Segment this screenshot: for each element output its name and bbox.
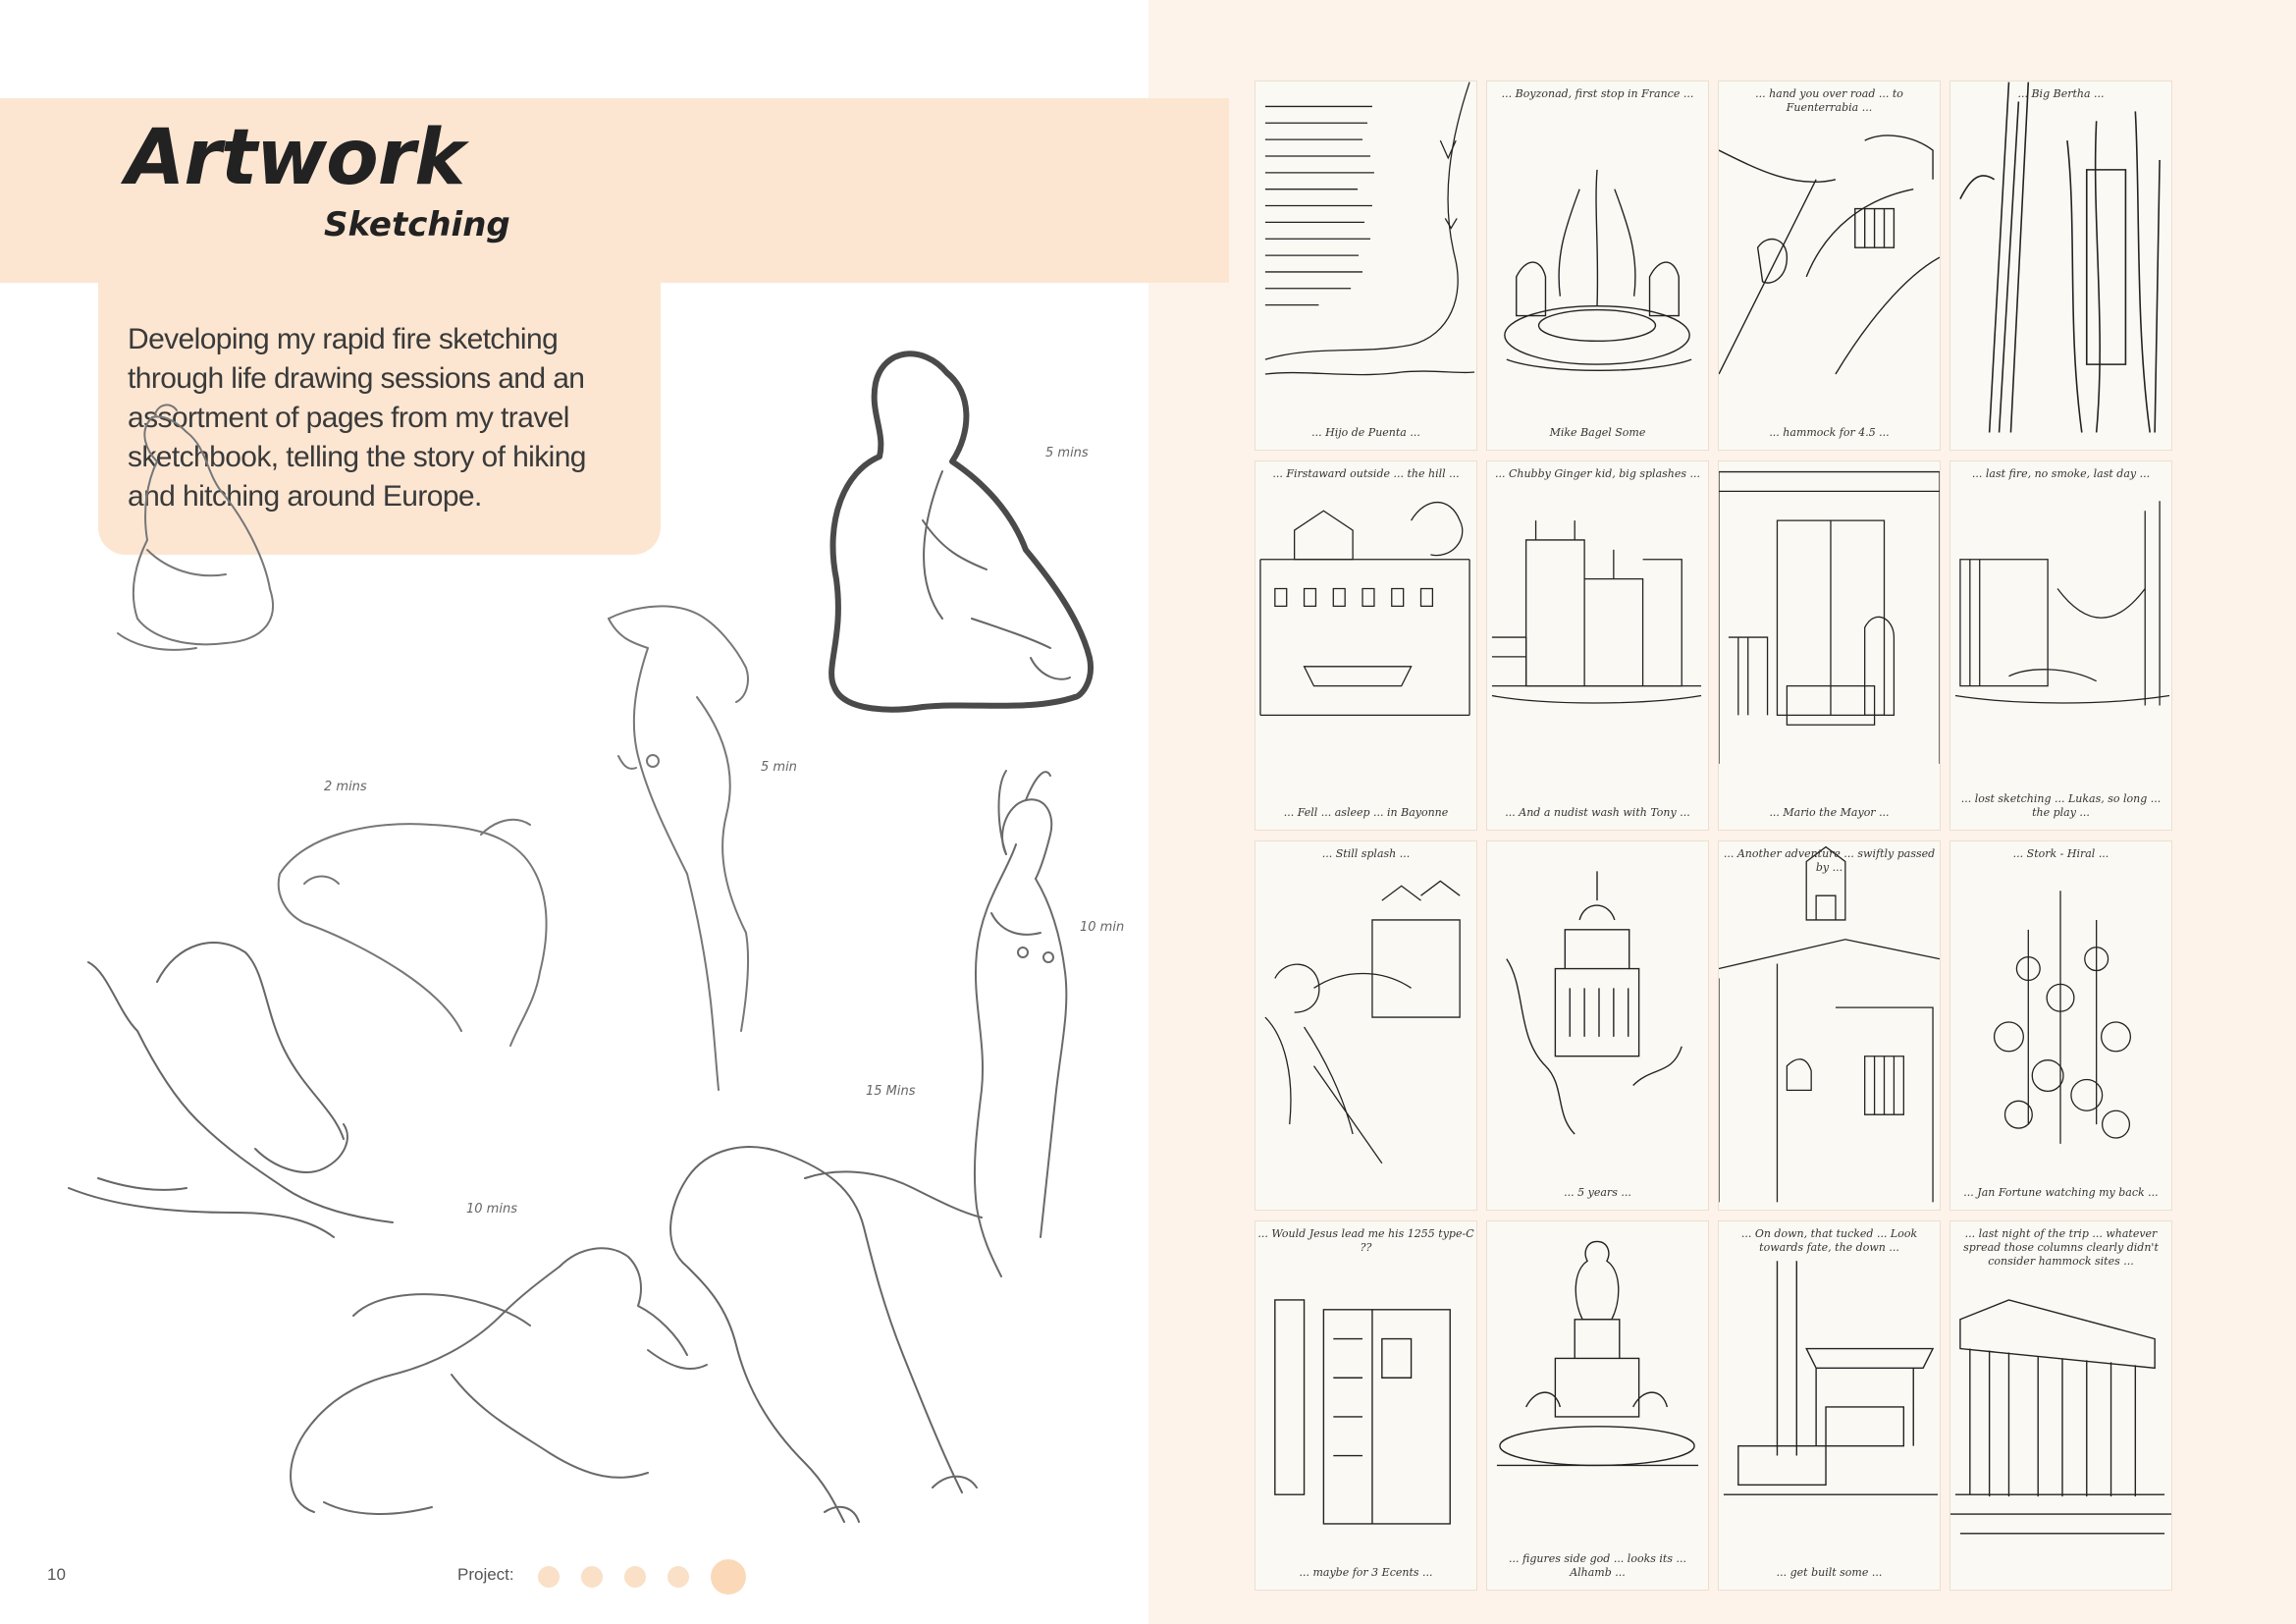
sketch-caption-top: ... Big Bertha ... [2017,87,2105,100]
sketch-statue-fountain [1486,1220,1709,1591]
figure-label: 15 Mins [866,1084,916,1099]
sketch-camp [1949,460,2172,831]
street-drawing [1719,841,1940,1210]
sketch-caption-bottom: ... And a nudist wash with Tony ... [1505,806,1690,819]
sketch-riverside-person [1255,840,1477,1211]
sketch-route-map [1255,81,1477,451]
sketch-caption-top: ... hand you over road ... to Fuenterrabia ... [1755,87,1903,114]
market-drawing [1719,1221,1940,1590]
sketch-caption-top: ... On down, that tucked ... Look towards fate, the down ... [1740,1227,1918,1254]
life-drawings-collage [59,324,1129,1561]
sketch-caption-bottom: Mike Bagel Some [1549,426,1646,439]
sketch-market-stall [1718,1220,1941,1591]
figure-kneeling [118,405,273,649]
sketch-caption-top: ... Chubby Ginger kid, big splashes ... [1494,467,1700,480]
sketch-caption-top: ... Firstaward outside ... the hill ... [1272,467,1460,480]
hammock-drawing [1719,81,1940,450]
sketch-caption-top: ... Another adventure ... swiftly passed by ... [1723,847,1936,874]
sketch-caption-top: ... last fire, no smoke, last day ... [1971,467,2151,480]
figure-standing-detailed [975,771,1066,1276]
figure-reclining-back [69,943,393,1237]
trees-drawing [1950,81,2171,450]
sketch-cathedral [1486,460,1709,831]
sketch-room-interior [1718,460,1941,831]
temple-drawing [1950,1221,2171,1590]
figure-standing-arm-raised [609,606,748,1090]
sketch-caption-bottom: ... hammock for 4.5 ... [1769,426,1890,439]
progress-dot[interactable] [581,1566,603,1588]
sketch-flowering-plant [1949,840,2172,1211]
sketch-domed-tower [1486,840,1709,1211]
progress-dot[interactable] [538,1566,560,1588]
project-label: Project: [457,1565,514,1584]
sketch-caption-bottom: ... Hijo de Puenta ... [1311,426,1420,439]
sketch-caption-bottom: ... Jan Fortune watching my back ... [1963,1186,2159,1199]
doorway-drawing [1255,1221,1476,1590]
sketch-classical-temple [1949,1220,2172,1591]
sketch-fountain [1486,81,1709,451]
sketch-caption-top: ... Still splash ... [1321,847,1411,860]
figure-bending [279,820,547,1046]
figure-label: 5 min [761,760,797,775]
sketch-caption-bottom: ... figures side god ... looks its ... Alhamb ... [1509,1552,1686,1579]
cathedral-drawing [1487,461,1708,830]
figure-label: 2 mins [324,780,367,794]
figure-reclining-side [291,1248,707,1514]
page-number: 10 [47,1565,66,1584]
figure-lying-front [670,1147,982,1522]
progress-dot[interactable] [667,1566,689,1588]
sketch-caption-bottom: ... maybe for 3 Ecents ... [1299,1566,1433,1579]
figure-label: 10 min [1080,920,1125,935]
sketch-caption-bottom: ... Fell ... asleep ... in Bayonne [1283,806,1449,819]
page-title: Artwork [126,114,465,202]
fountain-drawing [1487,81,1708,450]
figure-label: 10 mins [466,1202,517,1217]
camp-drawing [1950,461,2171,830]
sketch-doorway [1255,1220,1477,1591]
interior-drawing [1719,461,1940,830]
sketch-caption-bottom: ... get built some ... [1776,1566,1883,1579]
sketch-caption-bottom: ... lost sketching ... Lukas, so long ... the play ... [1960,792,2162,819]
sketch-town-buildings [1255,460,1477,831]
sketch-caption-top: ... Stork - Hiral ... [2012,847,2109,860]
route-map-drawing [1255,81,1476,450]
tower-drawing [1487,841,1708,1210]
town-drawing [1255,461,1476,830]
sketch-caption-top: ... last night of the trip ... whatever spread those columns clearly didn't consider hammock sites ... [1963,1227,2159,1268]
sketch-caption-top: ... Would Jesus lead me his 1255 type-C ?? [1257,1227,1474,1254]
sketch-big-bertha-trees [1949,81,2172,451]
sketchbook-grid [1255,81,2173,1593]
progress-dot-active[interactable] [711,1559,746,1595]
sketch-stone-street [1718,840,1941,1211]
page-subtitle: Sketching [324,205,510,244]
statue-drawing [1487,1221,1708,1590]
sketch-hammock-view [1718,81,1941,451]
figure-seated-back [831,353,1091,709]
progress-dot[interactable] [624,1566,646,1588]
intro-text: Developing my rapid fire sketching through life drawing sessions and an assortment of pages from my travel sketchbook, telling the story of hiking and hitching around Europe. [128,323,586,513]
sketch-caption-top: ... Boyzonad, first stop in France ... [1501,87,1694,100]
figure-label: 5 mins [1045,446,1089,460]
sketch-caption-bottom: ... Mario the Mayor ... [1769,806,1890,819]
plant-drawing [1950,841,2171,1210]
riverside-drawing [1255,841,1476,1210]
sketch-caption-bottom: ... 5 years ... [1564,1186,1631,1199]
project-progress-dots [538,1559,746,1595]
